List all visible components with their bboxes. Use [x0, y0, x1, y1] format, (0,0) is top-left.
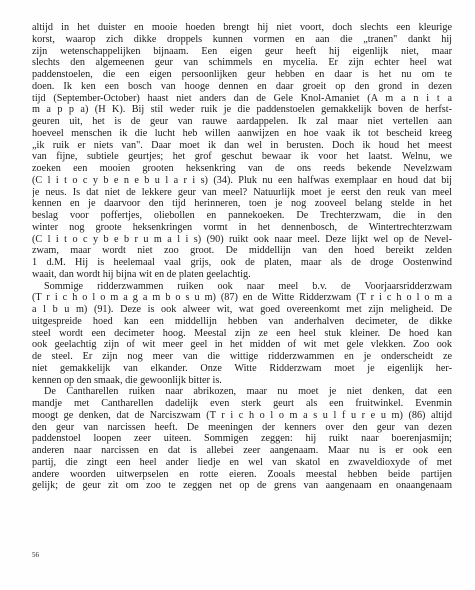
text-line: (C l i t o c y b e b r u m a l i s) (90) ruikt ook naar meel. Deze lijkt wel op de Nevel-	[32, 233, 452, 245]
text-line: uitgespreide hoed kan een middellijn hebben van anderhalven decimeter, de dikke	[32, 315, 452, 327]
text-line: m a p p a) (H K). Bij stil weder ruik je die paddenstoelen gemakkelijk boven de herfst-	[32, 104, 452, 116]
text-line: kennen op den smaak, die gewoonlijk bitter is.	[32, 374, 222, 386]
text-line: a l b u m) (91). Deze is ook alweer wit, wat goed overeenkomt met zijn meligheid. De	[32, 304, 452, 315]
text-line: geuren uit, het is de geur van rauwe aardappelen. Ik zal maar niet vertellen aan	[32, 116, 452, 127]
text-line: zoeken een mooien grooten heksenkring van de ons reeds bekende Nevelzwam	[32, 163, 452, 174]
text-line: korst, waarop zich dikke droppels kunnen vormen en aan die „tranen" dankt hij	[32, 33, 452, 45]
text-line: slechts den algemeenen geur van schimmels en mycelia. Er zijn echter heel wat	[32, 57, 452, 69]
text-line: ook geelachtig zijn of wit meer geel in het midden of wit met gele vlekken. Zoo ook	[32, 339, 452, 351]
text-line: paddenstoelen, die een eigen persoonlijken geur hebben en daar is het nu om te	[32, 69, 452, 80]
page-number: 56	[32, 551, 39, 559]
text-line: moogt ge denken, dat de Narciszwam (T r i c h o l o m a s u l f u r e u m) (86) altijd	[32, 409, 452, 421]
text-line: beslag voor poffertjes, oliebollen en pannekoeken. De Trechterzwam, die in den	[32, 210, 452, 221]
text-line: waait, dan wordt hij bijna wit en de platen geelachtig.	[32, 268, 251, 280]
text-line: je neus. Is dat niet de lekkere geur van meel? Natuurlijk moet je eerst den reuk van meel	[32, 186, 452, 198]
text-line: paddenstoel loopen zeer uiteen. Sommigen zeggen: hij ruikt naar boerenjasmijn;	[32, 433, 452, 445]
text-line: „ik ruik er niets van". Daar moet ik dan wel in berusten. Doch ik houd het meest	[32, 139, 452, 151]
text-line: partij, die zingt een heel ander liedje en wel van skatol en zwaveldioxyde of met	[32, 456, 452, 468]
text-line: de steel. Er zijn nog meer van die wittige ridderzwammen en je onderscheidt ze	[32, 351, 452, 362]
text-line: den geur van narcissen heeft. De meeningen der kenners over den geur van dezen	[32, 421, 452, 433]
body-text	[32, 22, 452, 492]
text-line: doen. Ik ken een bosch van hooge dennen en daar groeit op den grond in dezen	[32, 80, 452, 92]
text-line: hoeveel menschen ik die lucht heb willen aanwijzen en hoe vaak ik tot bescheid kreeg	[32, 127, 452, 139]
text-line: gelijk; de geur zit om zoo te zeggen net op de grens van aangenaam en onaangenaam	[32, 480, 452, 492]
text-line: anderen naar narcissen en dat is allebei zeer aangenaam. Maar nu is er ook een	[32, 445, 452, 456]
text-line: zwam, maar wordt niet zoo groot. De middellijn van den hoed bereikt zelden	[32, 245, 452, 257]
text-line: niet gemakkelijk van elkander. Onze Witte Ridderzwam moet je eigenlijk her-	[32, 362, 452, 374]
text-line: Sommige ridderzwammen ruiken ook naar meel b.v. de Voorjaarsridderzwam	[44, 280, 452, 292]
text-line: 1 d.M. Hij is heelemaal vaal grijs, ook de platen, maar als de droge Oostenwind	[32, 257, 452, 268]
text-line: andere woorden uitwerpselen en rotte eieren. Zooals meestal hebben beide partijen	[32, 468, 452, 480]
text-line: kennen en je daarvoor den tijd herinneren, toen je nog zooveel belang stelde in het	[32, 198, 452, 210]
text-line: altijd in het duister en mooie hoeden brengt hij niet voort, doch slechts een kleurige	[32, 22, 452, 33]
text-line: (C l i t o c y b e n e b u l a r i s) (34). Pluk nu een halfwas exemplaar en houd dat bij	[32, 174, 452, 186]
text-line: van fijne, subtiele geurtjes; het grof geschut bewaar ik voor het laatst. Welnu, we	[32, 151, 452, 163]
text-line: tijd (September-October) haast niet anders dan de Gele Knol-Amaniet (A m a n i t a	[32, 92, 452, 104]
text-line: (T r i c h o l o m a g a m b o s u m) (87) en de Witte Ridderzwam (T r i c h o l o m a	[32, 292, 452, 304]
text-line: mandje met Cantharellen dadelijk even sterk geurt als een fruitwinkel. Evenmin	[32, 398, 452, 409]
text-line: winter nog groote heksenkringen vormt in het dennenbosch, de Wintertrechterzwam	[32, 221, 452, 233]
text-line: De Cantharellen ruiken naar abrikozen, maar nu moet je niet denken, dat een	[44, 386, 452, 398]
text-line: steel wordt een decimeter hoog. Meestal zijn ze een heel stuk kleiner. De hoed kan	[32, 327, 452, 339]
text-line: zijn wetenschappelijken bijnaam. Een eigen geur heeft hij eigenlijk niet, maar	[32, 45, 452, 57]
